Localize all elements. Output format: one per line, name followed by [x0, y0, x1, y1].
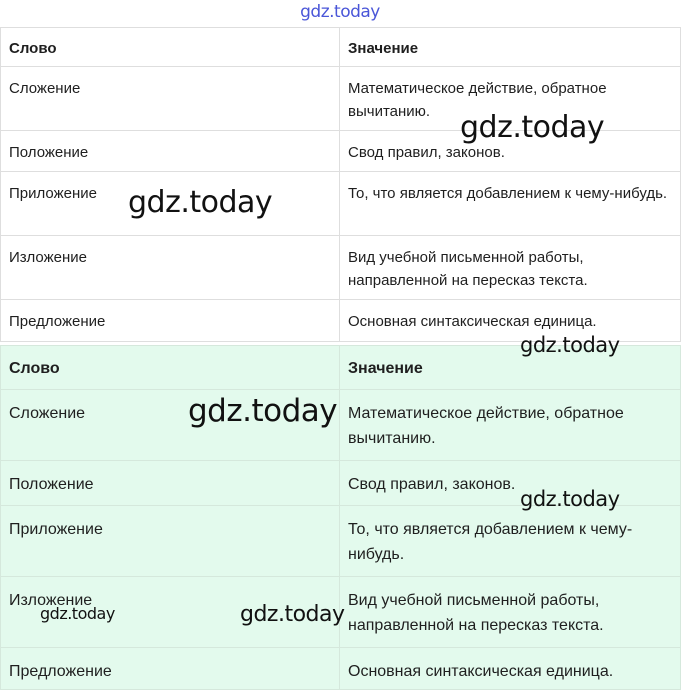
- table-row: [1, 236, 681, 300]
- meaning-cell: То, что является добавлением к чему-нибудь.: [340, 172, 681, 236]
- table-row: [1, 577, 681, 648]
- watermark: gdz.today: [460, 110, 605, 145]
- word-meaning-table-highlighted: [0, 345, 681, 690]
- word-cell: Приложение: [1, 172, 340, 236]
- word-cell: Изложение: [1, 236, 340, 300]
- watermark: gdz.today: [520, 333, 620, 357]
- column-header-word: Слово: [1, 346, 340, 390]
- table-header-row: [1, 346, 681, 390]
- watermark: gdz.today: [40, 604, 115, 623]
- column-header-word: Слово: [1, 28, 340, 67]
- meaning-cell: Вид учебной письменной работы, направленной на пересказ текста.: [340, 236, 681, 300]
- word-cell: Предложение: [1, 648, 340, 690]
- watermark: gdz.today: [188, 393, 338, 429]
- word-cell: Предложение: [1, 300, 340, 342]
- table-row: [1, 67, 681, 131]
- word-cell: Изложение: [1, 577, 340, 648]
- word-meaning-table: [0, 27, 681, 342]
- top-watermark: gdz.today: [300, 2, 380, 22]
- word-cell: Положение: [1, 461, 340, 506]
- word-cell: Сложение: [1, 390, 340, 461]
- table-row: [1, 506, 681, 577]
- column-header-meaning: Значение: [340, 346, 681, 390]
- watermark: gdz.today: [128, 185, 273, 220]
- table-row: [1, 172, 681, 236]
- table-row: [1, 461, 681, 506]
- meaning-cell: Математическое действие, обратное вычитанию.: [340, 67, 681, 131]
- table-row: [1, 300, 681, 342]
- table-header-row: [1, 28, 681, 67]
- column-header-meaning: Значение: [340, 28, 681, 67]
- meaning-cell: Основная синтаксическая единица.: [340, 300, 681, 342]
- meaning-cell: Свод правил, законов.: [340, 461, 681, 506]
- meaning-cell: То, что является добавлением к чему-нибудь.: [340, 506, 681, 577]
- table-row: [1, 390, 681, 461]
- word-cell: Сложение: [1, 67, 340, 131]
- watermark: gdz.today: [520, 487, 620, 511]
- table-row: [1, 131, 681, 172]
- watermark: gdz.today: [240, 602, 345, 627]
- meaning-cell: Свод правил, законов.: [340, 131, 681, 172]
- word-cell: Приложение: [1, 506, 340, 577]
- table-row: [1, 648, 681, 690]
- meaning-cell: Вид учебной письменной работы, направленной на пересказ текста.: [340, 577, 681, 648]
- word-cell: Положение: [1, 131, 340, 172]
- meaning-cell: Математическое действие, обратное вычитанию.: [340, 390, 681, 461]
- meaning-cell: Основная синтаксическая единица.: [340, 648, 681, 690]
